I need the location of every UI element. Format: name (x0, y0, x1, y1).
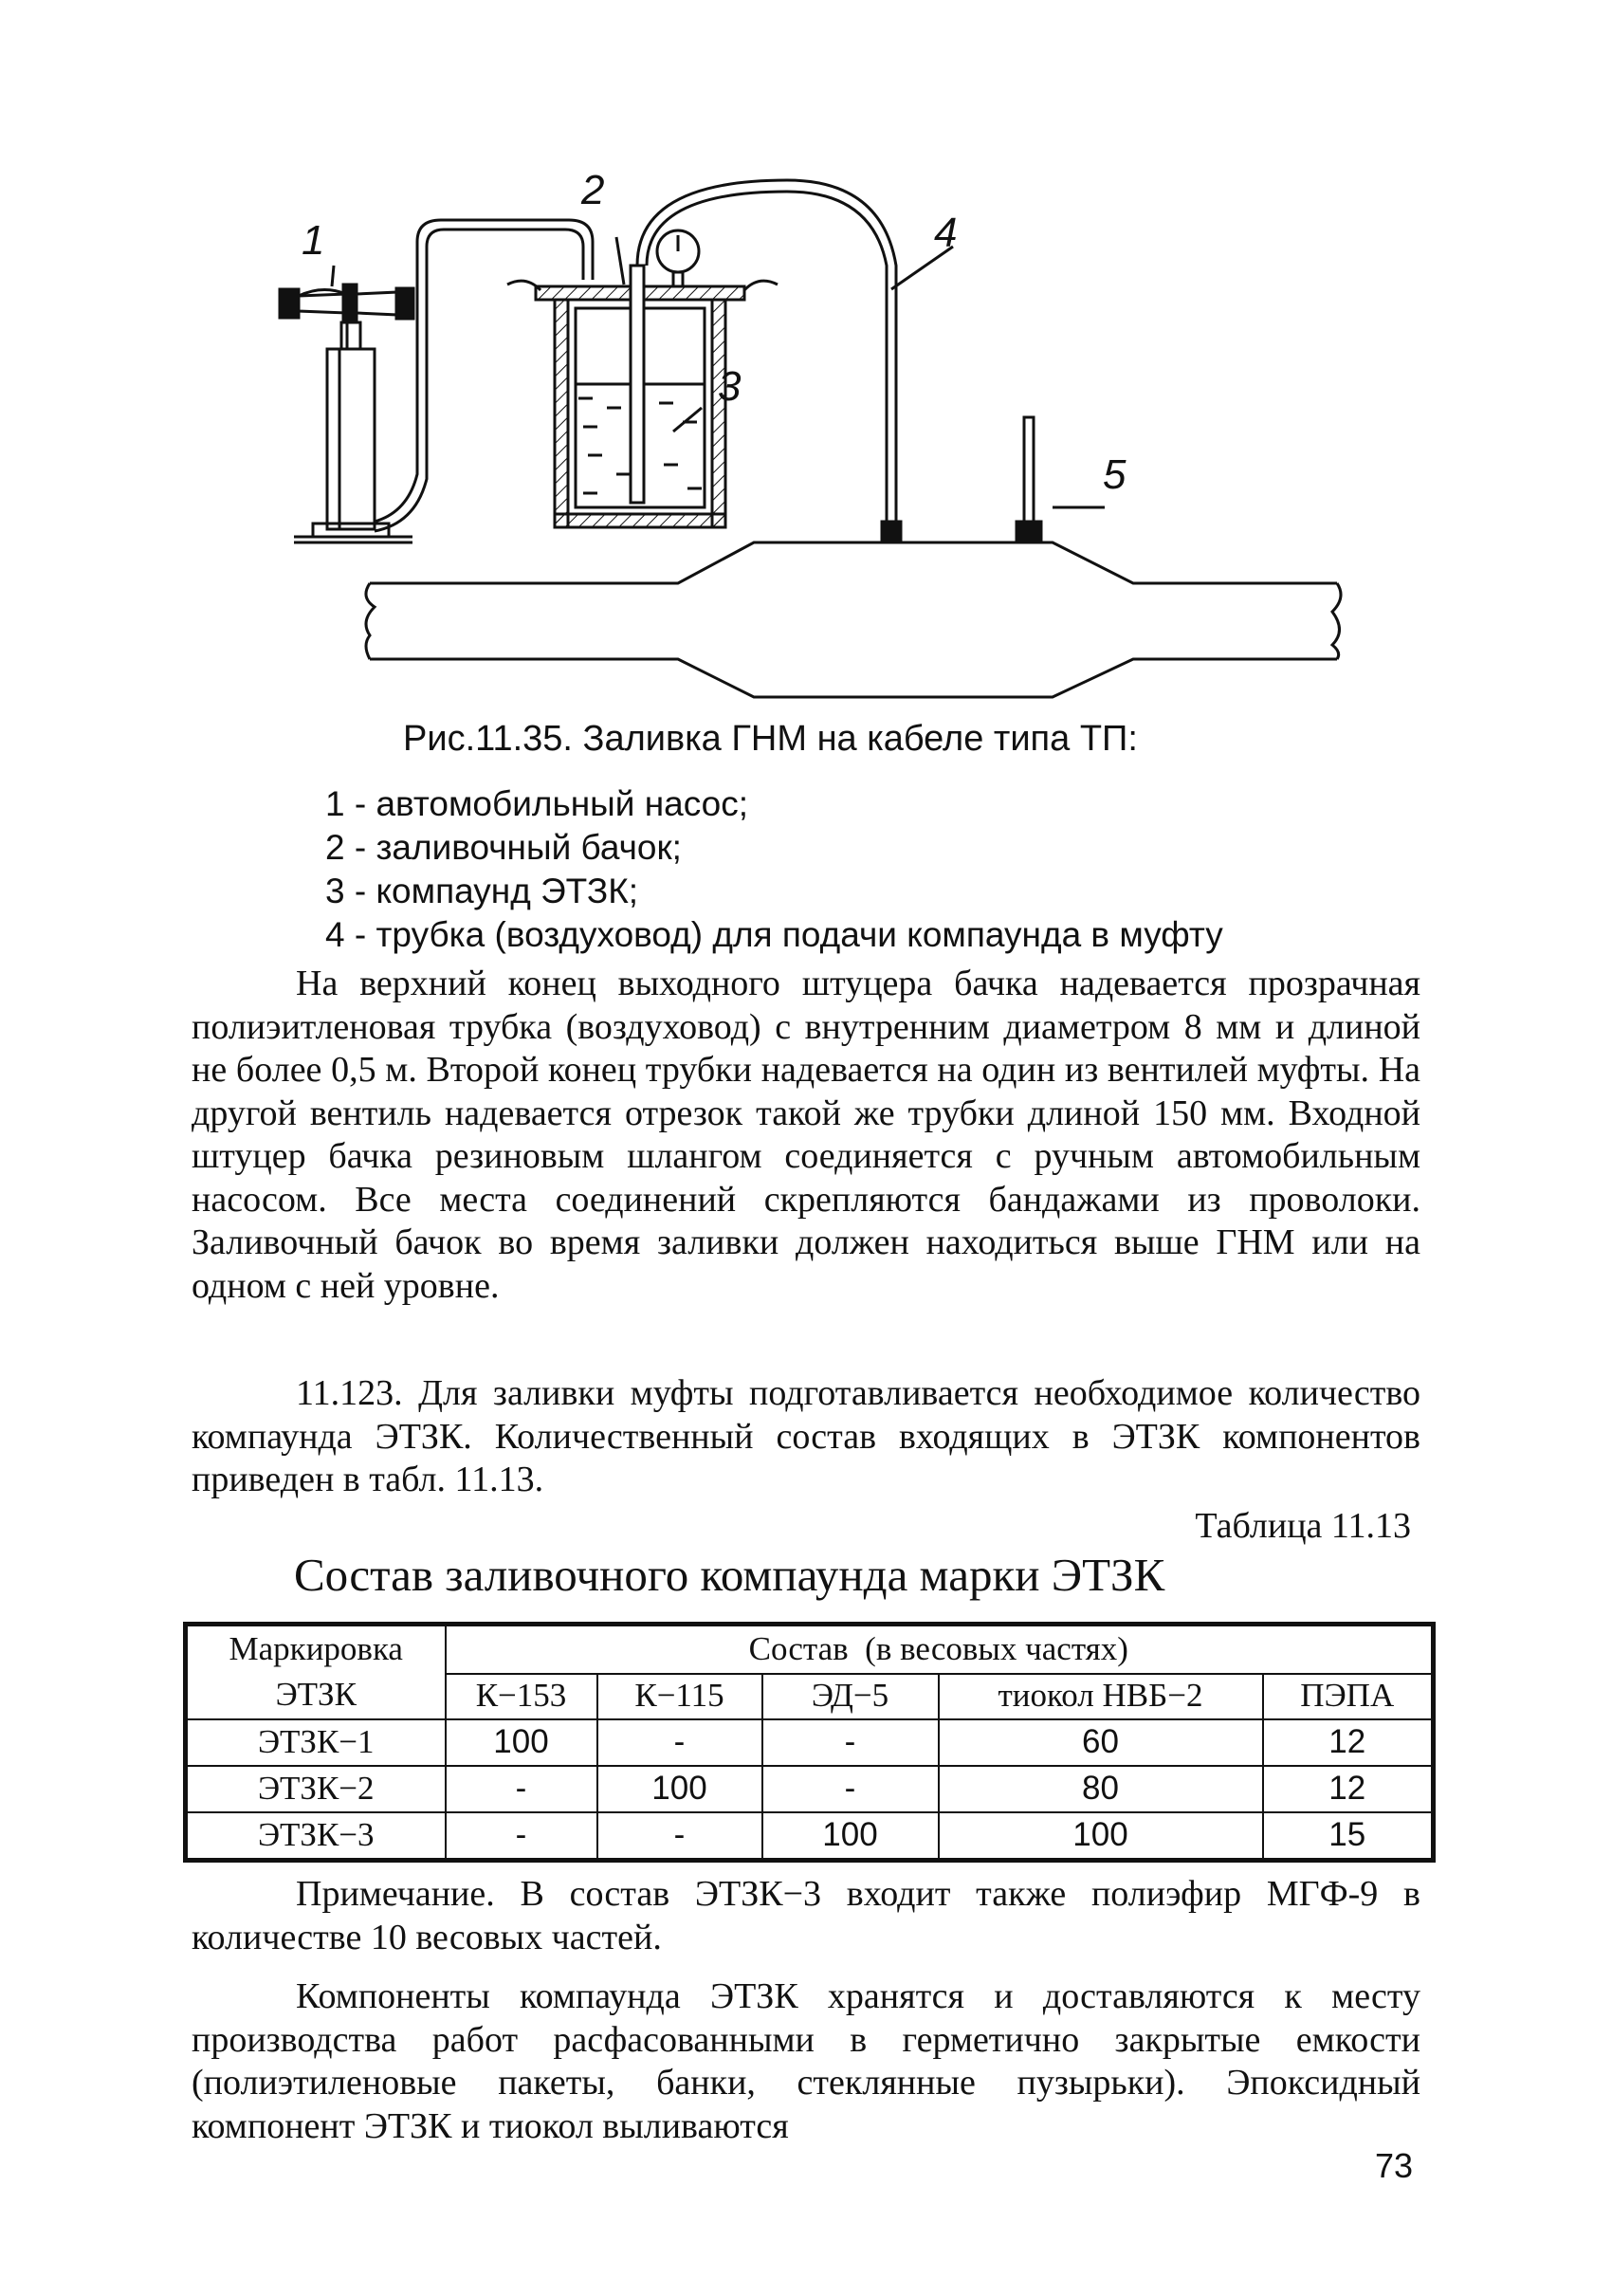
legend-item-1: 1 - автомобильный насос; (325, 784, 748, 823)
figure-legend (325, 782, 1223, 957)
table-cell: 100 (446, 1719, 597, 1766)
figure-pouring-diagram (256, 152, 1356, 721)
table-note-text: Примечание. В состав ЭТЗК−3 входит также полиэфир МГФ-9 в количестве 10 весовых частей. (192, 1874, 1420, 1957)
table-row (186, 1766, 1434, 1812)
table-cell: 100 (762, 1812, 939, 1861)
figure-label-4: 4 (934, 210, 958, 256)
figure-label-1: 1 (302, 217, 325, 264)
figure-label-3: 3 (718, 363, 742, 410)
page-number: 73 (1374, 2146, 1413, 2185)
table-cell: 12 (1263, 1766, 1434, 1812)
paragraph-3-text: Компоненты компаунда ЭТЗК хранятся и доставляются к месту производства работ расфасованными в герметично закрытые емкости (полиэтиленовые пакеты, банки, стеклянные пузырьки). Эпоксидный компонент ЭТЗК и тиокол выливаются (192, 1976, 1420, 2146)
table-cell: - (597, 1719, 762, 1766)
table-col-ed5: ЭД−5 (762, 1674, 939, 1719)
paragraph-1 (192, 963, 1420, 1308)
table-cell: 100 (939, 1812, 1263, 1861)
cable-joint-drawing (366, 542, 1341, 697)
table-cell: - (597, 1812, 762, 1861)
paragraph-3 (192, 1975, 1420, 2148)
table-cell: - (762, 1719, 939, 1766)
table-header-marking: Маркировка ЭТЗК (186, 1625, 446, 1719)
legend-item-2: 2 - заливочный бачок; (325, 828, 682, 867)
table-note (192, 1873, 1420, 1959)
table-title: Состав заливочного компаунда марки ЭТЗК (294, 1549, 1165, 1601)
table-row-name: ЭТЗК−1 (186, 1719, 446, 1766)
legend-item-4: 4 - трубка (воздуховод) для подачи компаунда в муфту (325, 915, 1223, 954)
table-header-row-1 (186, 1625, 1434, 1674)
composition-table (183, 1622, 1436, 1863)
paragraph-2-text: 11.123. Для заливки муфты подготавливается необходимое количество компаунда ЭТЗК. Количественный состав входящих в ЭТЗК компонентов приведен в табл. 11.13. (192, 1373, 1420, 1499)
paragraph-2 (192, 1372, 1420, 1502)
figure-caption: Рис.11.35. Заливка ГНМ на кабеле типа ТП: (403, 719, 1138, 759)
table-cell: 60 (939, 1719, 1263, 1766)
table-cell: - (762, 1766, 939, 1812)
table-row (186, 1719, 1434, 1766)
table-row-name: ЭТЗК−2 (186, 1766, 446, 1812)
table-col-k115: К−115 (597, 1674, 762, 1719)
table-col-k153: К−153 (446, 1674, 597, 1719)
table-row (186, 1812, 1434, 1861)
legend-item-3: 3 - компаунд ЭТЗК; (325, 872, 639, 910)
paragraph-1-text: На верхний конец выходного штуцера бачка надевается прозрачная полиэитленовая трубка (воздуховод) с внутренним диаметром 8 мм и длиной не более 0,5 м. Второй конец трубки надевается на один из вентилей муфты. На другой вентиль надевается отрезок такой же трубки длиной 150 мм. Входной штуцер бачка резиновым шлангом соединяется с ручным автомобильным насосом. Все места соединений скрепляются бандажами из проволоки. Заливочный бачок во время заливки должен находиться выше ГНМ или на одном с ней уровне. (192, 964, 1420, 1306)
figure-label-5: 5 (1103, 451, 1127, 498)
table-cell: 15 (1263, 1812, 1434, 1861)
table-header-composition: Состав (в весовых частях) (446, 1625, 1434, 1674)
table-cell: 80 (939, 1766, 1263, 1812)
table-cell: 12 (1263, 1719, 1434, 1766)
table-cell: 100 (597, 1766, 762, 1812)
table-label: Таблица 11.13 (1195, 1506, 1411, 1546)
table-col-pepa: ПЭПА (1263, 1674, 1434, 1719)
table-col-thiokol: тиокол НВБ−2 (939, 1674, 1263, 1719)
table-cell: - (446, 1812, 597, 1861)
table-cell: - (446, 1766, 597, 1812)
pump-drawing (280, 285, 413, 542)
figure-label-2: 2 (581, 167, 605, 213)
table-row-name: ЭТЗК−3 (186, 1812, 446, 1861)
